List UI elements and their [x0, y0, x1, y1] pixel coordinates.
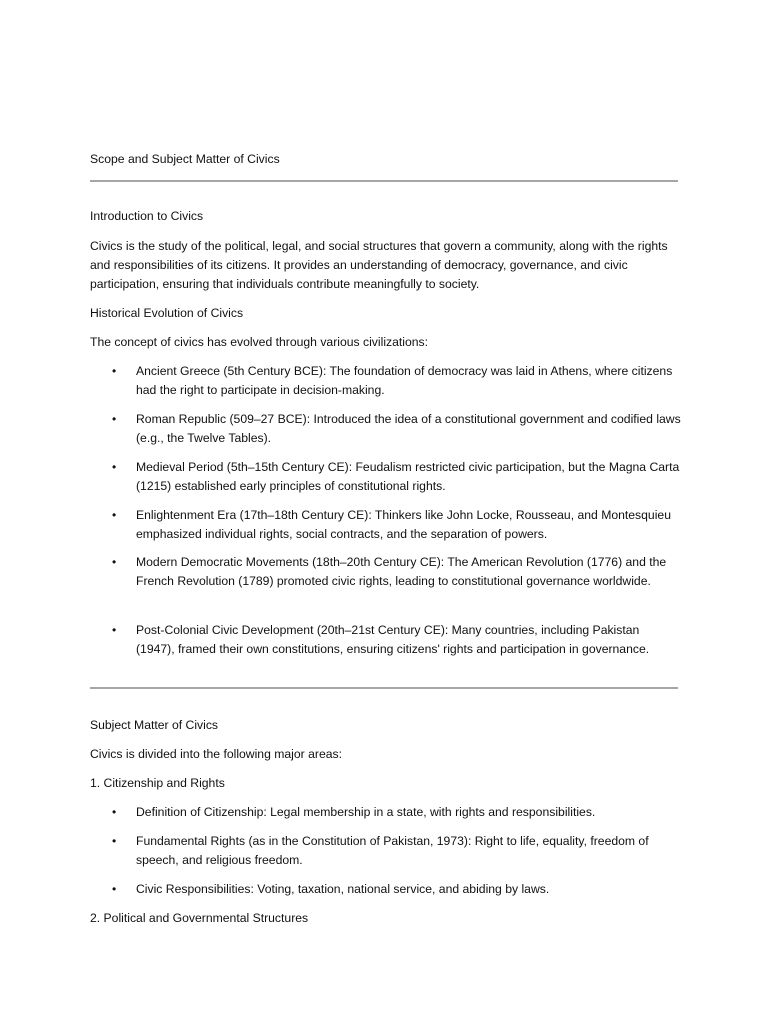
bullet-icon: •	[112, 805, 117, 819]
section-heading-political: 2. Political and Governmental Structures	[90, 911, 309, 925]
intro-heading: Introduction to Civics	[90, 209, 204, 223]
citizenship-item-text: Definition of Citizenship: Legal membership in a state, with rights and responsibilities.	[136, 805, 596, 819]
horizontal-rule	[90, 687, 678, 689]
subject-intro: Civics is divided into the following major areas:	[90, 747, 342, 761]
horizontal-rule	[90, 180, 678, 182]
subject-heading: Subject Matter of Civics	[90, 718, 219, 732]
history-heading: Historical Evolution of Civics	[90, 306, 244, 320]
history-intro: The concept of civics has evolved through various civilizations:	[90, 335, 429, 349]
bullet-icon: •	[112, 364, 117, 378]
citizenship-item-text: Fundamental Rights (as in the Constitution of Pakistan, 1973): Right to life, equality, freedom of speech, and religious freedom.	[136, 834, 649, 867]
intro-paragraph: Civics is the study of the political, legal, and social structures that govern a community, along with the rights and responsibilities of its citizens. It provides an understanding of democracy, governance, and civic participation, ensuring that individuals contribute meaningfully to society.	[90, 239, 668, 291]
bullet-icon: •	[112, 834, 117, 848]
history-item-text: Roman Republic (509–27 BCE): Introduced the idea of a constitutional government and codified laws (e.g., the Twelve Tables).	[136, 412, 681, 445]
history-item-text: Ancient Greece (5th Century BCE): The foundation of democracy was laid in Athens, where citizens had the right to participate in decision-making.	[136, 364, 673, 397]
bullet-icon: •	[112, 460, 117, 474]
document-title: Scope and Subject Matter of Civics	[90, 152, 280, 166]
bullet-icon: •	[112, 623, 117, 637]
history-item-text: Enlightenment Era (17th–18th Century CE): Thinkers like John Locke, Rousseau, and Montesquieu emphasized individual rights, social contracts, and the separation of powers.	[136, 508, 671, 541]
history-item-text: Modern Democratic Movements (18th–20th Century CE): The American Revolution (1776) and the French Revolution (1789) promoted civic rights, leading to constitutional governance worldwide.	[136, 555, 667, 588]
bullet-icon: •	[112, 555, 117, 569]
citizenship-item-text: Civic Responsibilities: Voting, taxation, national service, and abiding by laws.	[136, 882, 550, 896]
bullet-icon: •	[112, 882, 117, 896]
bullet-icon: •	[112, 412, 117, 426]
bullet-icon: •	[112, 508, 117, 522]
section-heading-citizenship: 1. Citizenship and Rights	[90, 776, 225, 790]
history-item-text: Medieval Period (5th–15th Century CE): Feudalism restricted civic participation, but the Magna Carta (1215) established early principles of constitutional rights.	[136, 460, 680, 493]
history-item-text: Post-Colonial Civic Development (20th–21st Century CE): Many countries, including Pakistan (1947), framed their own constitutions, ensuring citizens' rights and participation in governance.	[136, 623, 650, 656]
